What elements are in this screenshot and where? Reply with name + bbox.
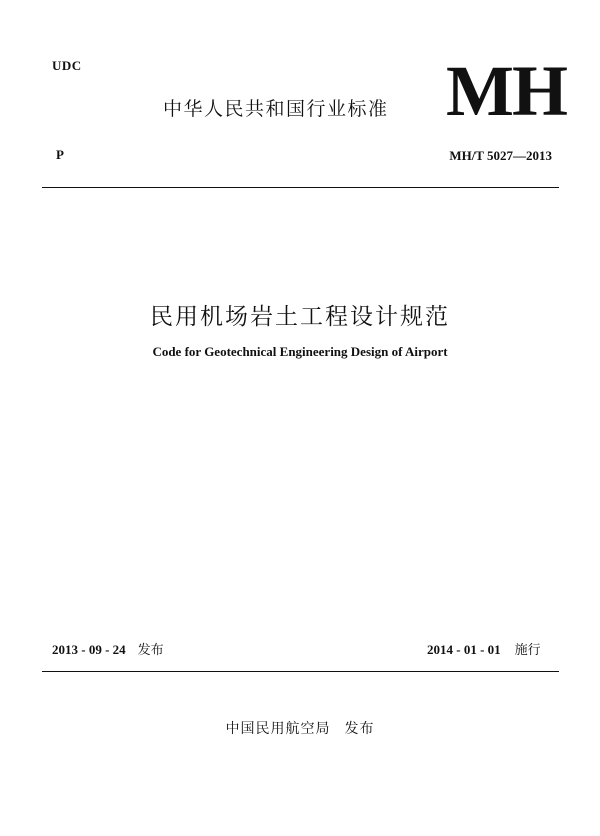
mh-logo: MH [446,51,566,131]
top-divider [42,187,559,188]
standard-number: MH/T 5027—2013 [449,148,552,163]
issue-date: 2013 - 09 - 24 [52,642,126,657]
effective-date-block [427,639,541,658]
publisher-name: 中国民用航空局 [225,721,331,737]
standard-category-title: 中华人民共和国行业标准 [163,98,389,120]
issue-label: 发布 [137,643,164,658]
publish-action: 发布 [344,721,375,737]
issue-date-block [52,639,164,658]
bottom-divider [42,671,559,672]
document-title-chinese: 民用机场岩土工程设计规范 [150,304,450,330]
udc-label: UDC [52,58,82,73]
publisher-line [0,718,600,738]
document-title-english: Code for Geotechnical Engineering Design of Airport [152,344,448,359]
effective-label: 施行 [514,643,541,658]
classification-code: P [56,147,64,162]
effective-date: 2014 - 01 - 01 [427,642,501,657]
